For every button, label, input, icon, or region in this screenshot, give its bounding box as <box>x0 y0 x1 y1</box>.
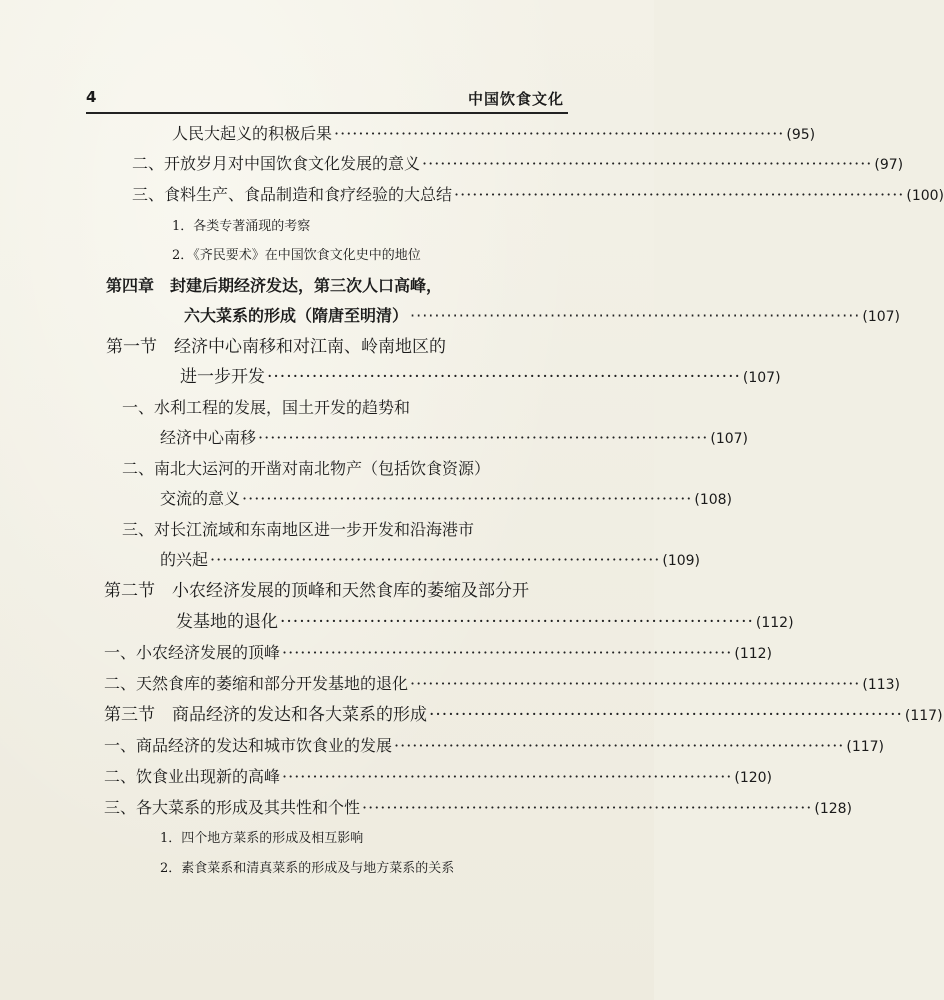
toc-entry <box>172 123 816 146</box>
toc-page-ref: (128) <box>814 801 853 817</box>
toc-entry <box>132 153 904 176</box>
dot-leader: ·········································································· <box>267 367 741 387</box>
toc-entry-text: 六大菜系的形成（隋唐至明清） <box>184 306 409 325</box>
toc-page-ref: (97) <box>874 157 904 173</box>
toc-entry-text: 二、天然食库的萎缩和部分开发基地的退化 <box>104 674 409 693</box>
toc-entry-text: 2．素食菜系和清真菜系的形成及与地方菜系的关系 <box>160 861 455 876</box>
toc-entry-text: 第二节 小农经济发展的顶峰和天然食库的萎缩及部分开 <box>104 581 529 601</box>
toc-section-cont <box>176 611 794 634</box>
toc-subentry <box>160 858 454 880</box>
toc-entry-text: 三、食料生产、食品制造和食疗经验的大总结 <box>132 185 453 204</box>
toc-page-ref: (112) <box>755 615 794 631</box>
dot-leader: ·········································································· <box>282 643 733 662</box>
toc-page-ref: (112) <box>734 646 773 662</box>
toc-entry <box>122 519 474 541</box>
toc-entry <box>122 397 410 419</box>
toc-page-ref: (117) <box>846 739 885 755</box>
toc-entry-text: 二、开放岁月对中国饮食文化发展的意义 <box>132 154 421 173</box>
toc-entry-cont <box>160 488 733 511</box>
toc-page-ref: (109) <box>662 553 701 569</box>
toc-entry <box>104 797 853 820</box>
toc-entry-text: 发基地的退化 <box>176 612 278 632</box>
toc-entry-text: 一、小农经济发展的顶峰 <box>104 643 281 662</box>
toc-entry-text: 2．《齐民要术》在中国饮食文化史中的地位 <box>172 248 421 263</box>
toc-entry <box>104 673 901 696</box>
toc-entry-text: 1．各类专著涌现的考察 <box>172 219 311 234</box>
toc-entry-text: 经济中心南移 <box>160 428 257 447</box>
toc-page-ref: (107) <box>862 309 901 325</box>
toc-chapter <box>106 275 442 297</box>
toc-page-ref: (120) <box>734 770 773 786</box>
toc-subentry <box>172 245 421 267</box>
toc-entry-cont <box>160 549 701 572</box>
dot-leader: ·········································································· <box>334 124 785 143</box>
toc-entry-text: 一、水利工程的发展，国土开发的趋势和 <box>122 398 411 417</box>
toc-entry-text: 三、各大菜系的形成及其共性和个性 <box>104 798 361 817</box>
dot-leader: ·········································································· <box>258 428 709 447</box>
toc-entry <box>104 735 885 758</box>
toc-page-ref: (107) <box>710 431 749 447</box>
toc-entry-text: 二、饮食业出现新的高峰 <box>104 767 281 786</box>
page-number: 4 <box>86 88 97 106</box>
toc-entry <box>132 184 944 207</box>
toc-page-ref: (108) <box>694 492 733 508</box>
toc-entry-text: 一、商品经济的发达和城市饮食业的发展 <box>104 736 393 755</box>
toc-entry-text: 第三节 商品经济的发达和各大菜系的形成 <box>104 705 427 725</box>
dot-leader: ·········································································· <box>282 767 733 786</box>
toc-page-ref: (95) <box>786 127 816 143</box>
toc-entry-text: 第四章 封建后期经济发达，第三次人口高峰， <box>106 276 443 295</box>
toc-section <box>106 336 446 358</box>
dot-leader: ·········································································· <box>429 705 903 725</box>
toc-entry-text: 三、对长江流域和东南地区进一步开发和沿海港市 <box>122 520 475 539</box>
toc-entry <box>104 766 773 789</box>
toc-page-ref: (100) <box>906 188 944 204</box>
toc-entry-text: 进一步开发 <box>180 367 265 387</box>
toc-entry <box>122 458 490 480</box>
dot-leader: ·········································································· <box>280 612 754 632</box>
toc-entry-text: 二、南北大运河的开凿对南北物产（包括饮食资源） <box>122 459 491 478</box>
dot-leader: ·········································································· <box>394 736 845 755</box>
dot-leader: ·········································································· <box>454 185 905 204</box>
toc-section <box>104 704 943 727</box>
toc-chapter-cont <box>184 305 901 328</box>
toc-section-cont <box>180 366 781 389</box>
toc-entry-text: 第一节 经济中心南移和对江南、岭南地区的 <box>106 337 446 357</box>
running-title: 中国饮食文化 <box>467 90 564 108</box>
toc-entry <box>104 642 773 665</box>
toc-page-ref: (107) <box>742 370 781 386</box>
dot-leader: ·········································································· <box>362 798 813 817</box>
dot-leader: ·········································································· <box>410 306 861 325</box>
dot-leader: ·········································································· <box>410 674 861 693</box>
toc-entry-text: 交流的意义 <box>160 489 241 508</box>
toc-subentry <box>160 828 363 850</box>
dot-leader: ·········································································· <box>242 489 693 508</box>
toc-entry-cont <box>160 427 749 450</box>
dot-leader: ·········································································· <box>422 154 873 173</box>
toc-entry-text: 的兴起 <box>160 550 209 569</box>
toc-page-ref: (117) <box>904 708 943 724</box>
toc-section <box>104 580 529 602</box>
page-header <box>86 86 568 114</box>
toc-entry-text: 1．四个地方菜系的形成及相互影响 <box>160 831 364 846</box>
toc-page-ref: (113) <box>862 677 901 693</box>
toc-entry-text: 人民大起义的积极后果 <box>172 124 333 143</box>
dot-leader: ·········································································· <box>210 550 661 569</box>
toc-subentry <box>172 216 310 238</box>
